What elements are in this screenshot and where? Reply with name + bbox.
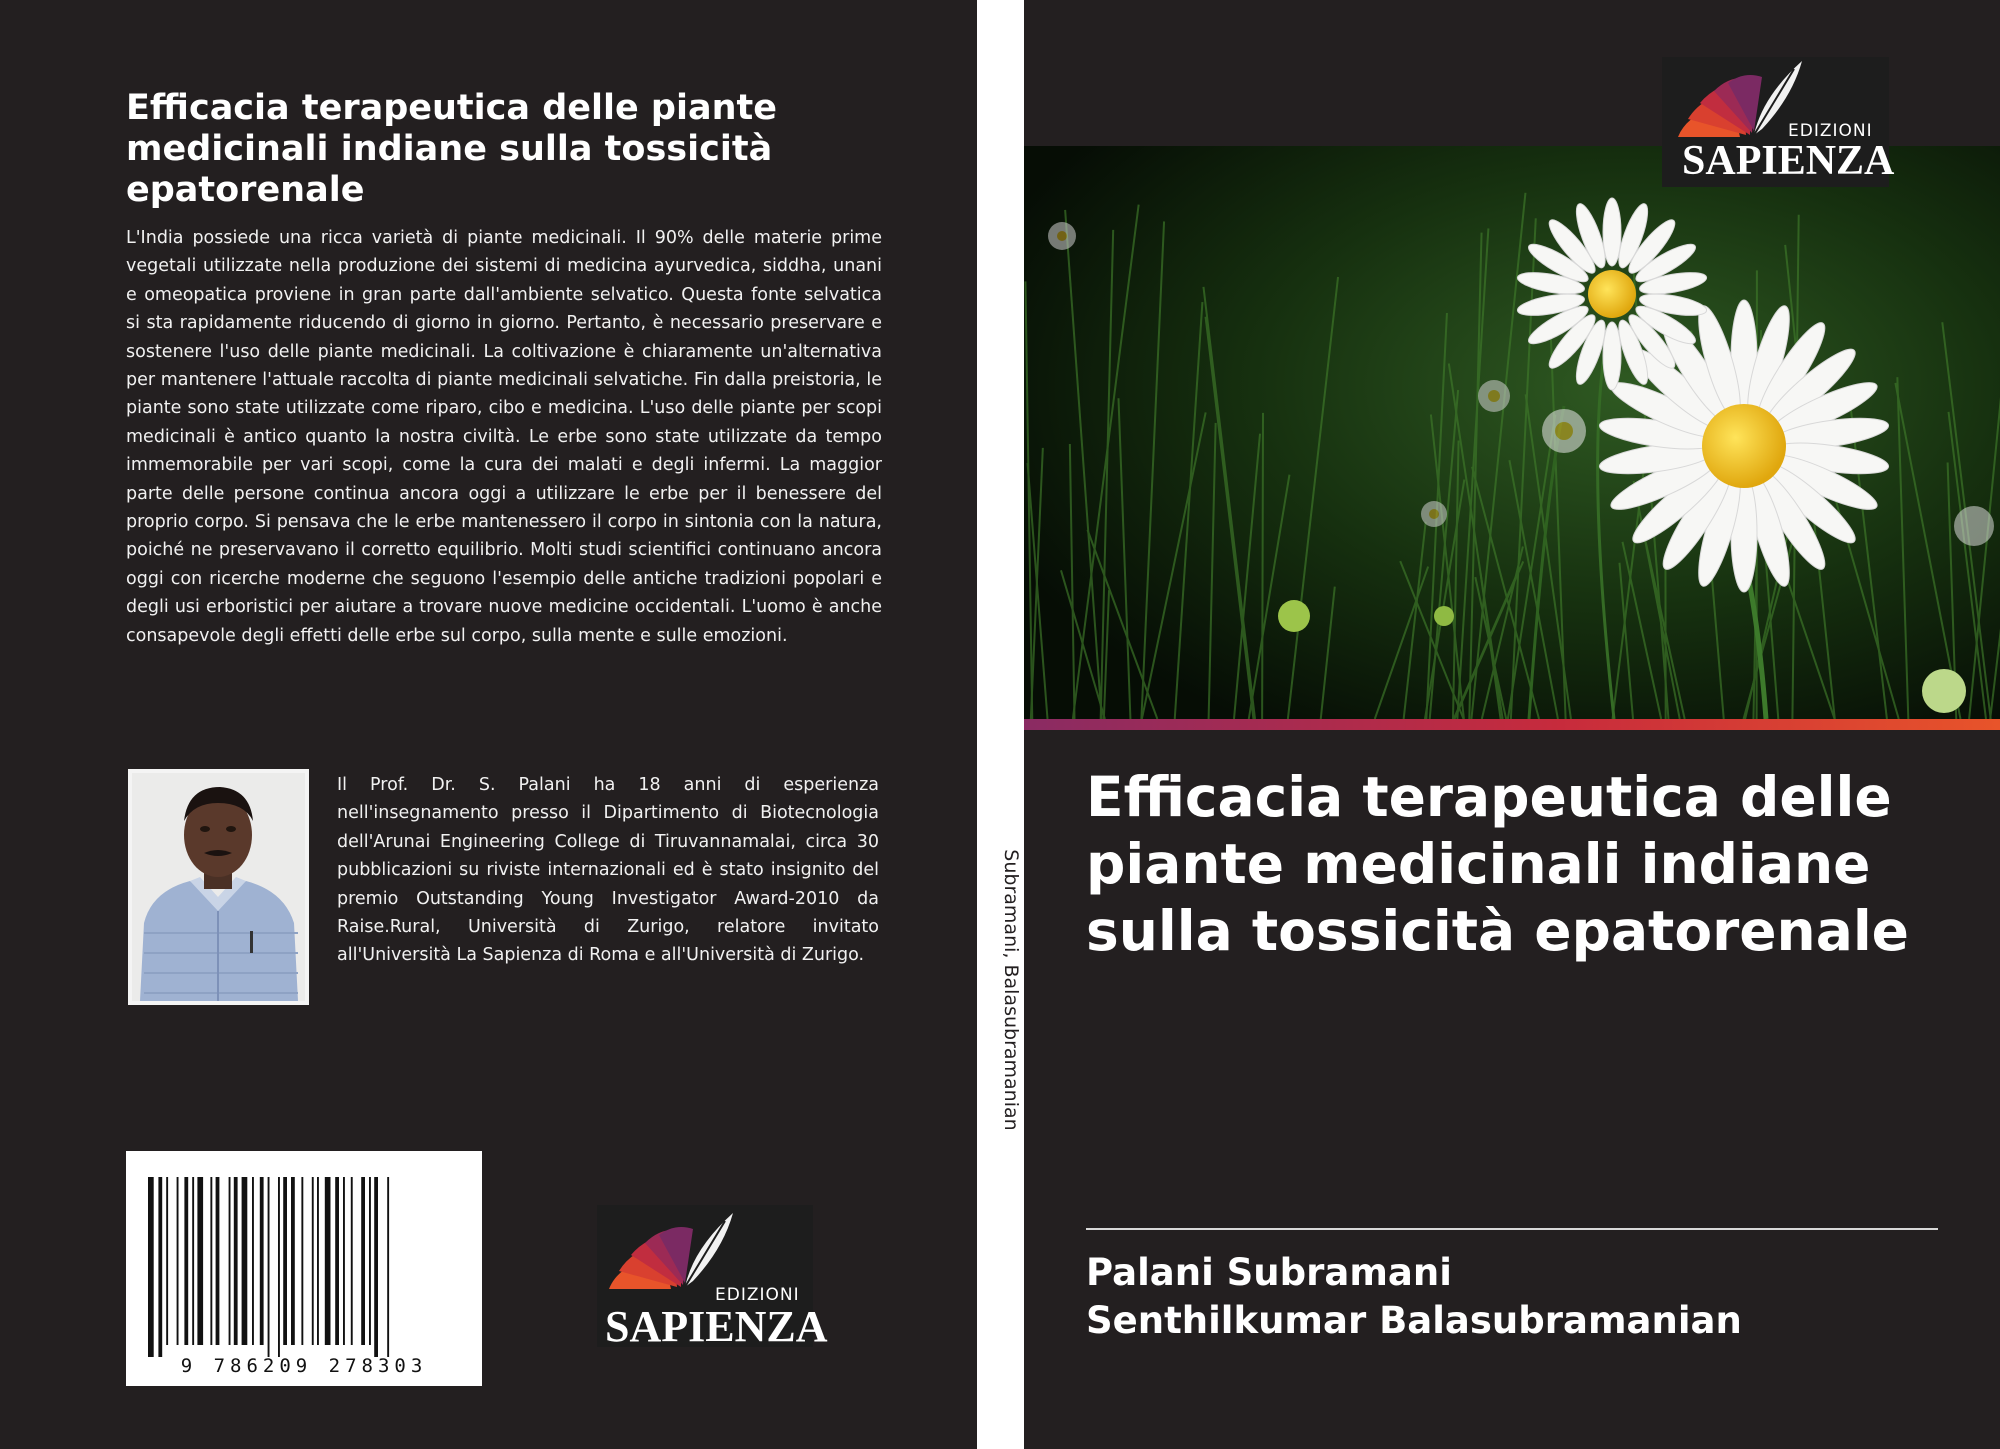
publisher-edizioni: EDIZIONI — [715, 1285, 800, 1305]
barcode-bars — [126, 1151, 482, 1386]
front-cover-title: Efficacia terapeutica delle piante medicinali indiane sulla tossicità epatorenale — [1086, 765, 1909, 963]
back-cover-blurb: L'India possiede una ricca varietà di piante medicinali. Il 90% delle materie prime vegetali utilizzate nella produzione dei sistemi di medicina ayurvedica, siddha, unani e omeopatica proviene in gran parte dall'ambiente selvatico. Questa fonte selvatica si sta rapidamente riducendo di giorno in giorno. Pertanto, è necessario preservare e sostenere l'uso delle piante medicinali. La coltivazione è chiaramente un'alternativa per mantenere l'attuale raccolta di piante medicinali selvatiche. Fin dalla preistoria, le piante sono state utilizzate come riparo, cibo e medicina. L'uso delle piante per scopi medicinali è antico quanto la nostra civiltà. Le erbe sono state utilizzate da tempo immemorabile per vari scopi, come la cura dei malati e degli infermi. La maggior parte delle persone continua ancora oggi a utilizzare le erbe per il benessere del proprio corpo. Si pensava che le erbe mantenessero il corpo in sintonia con la natura, poiché ne preservavano il corretto equilibrio. Molti studi scientifici continuano ancora oggi con ricerche moderne che seguono l'esempio delle antiche tradizioni popolari e degli usi erboristici per aiutare a trovare nuove medicine occidentali. L'uomo è anche consapevole degli effetti delle erbe sul corpo, sulla mente e sulle emozioni. — [126, 228, 882, 646]
publisher-logo-back — [597, 1205, 828, 1351]
front-cover-authors — [1086, 1249, 1742, 1345]
accent-bar — [1024, 719, 2000, 730]
author-name-2: Senthilkumar Balasubramanian — [1086, 1299, 1742, 1342]
author-name-1: Palani Subramani — [1086, 1251, 1452, 1294]
cover-photo — [1024, 146, 2000, 719]
author-photo — [128, 769, 309, 1005]
publisher-edizioni: EDIZIONI — [1788, 121, 1873, 141]
quill-pen-fan-icon — [601, 1209, 741, 1291]
spine — [977, 0, 1024, 1449]
back-cover-title: Efficacia terapeutica delle piante medicinali indiane sulla tossicità epatorenale — [126, 88, 777, 210]
spine-authors: Subramani, Balasubramanian — [1000, 849, 1022, 1131]
barcode-digits: 9 786209 278303 — [180, 1355, 428, 1377]
isbn-barcode — [126, 1151, 482, 1386]
publisher-name: SAPIENZA — [605, 1302, 828, 1351]
author-bio: Il Prof. Dr. S. Palani ha 18 anni di esperienza nell'insegnamento presso il Dipartimento di Biotecnologia dell'Arunai Engineering College di Tiruvannamalai, circa 30 pubblicazioni su riviste internazionali ed è stato insignito del premio Outstanding Young Investigator Award-2010 da Raise.Rural, Università di Zurigo, relatore invitato all'Università La Sapienza di Roma e all'Università di Zurigo. — [337, 775, 879, 966]
author-portrait — [132, 773, 305, 1001]
chamomile-flowers-photo — [1024, 146, 2000, 719]
title-divider — [1086, 1228, 1938, 1230]
publisher-name: SAPIENZA — [1682, 138, 1895, 184]
publisher-logo-front — [1662, 57, 1895, 187]
